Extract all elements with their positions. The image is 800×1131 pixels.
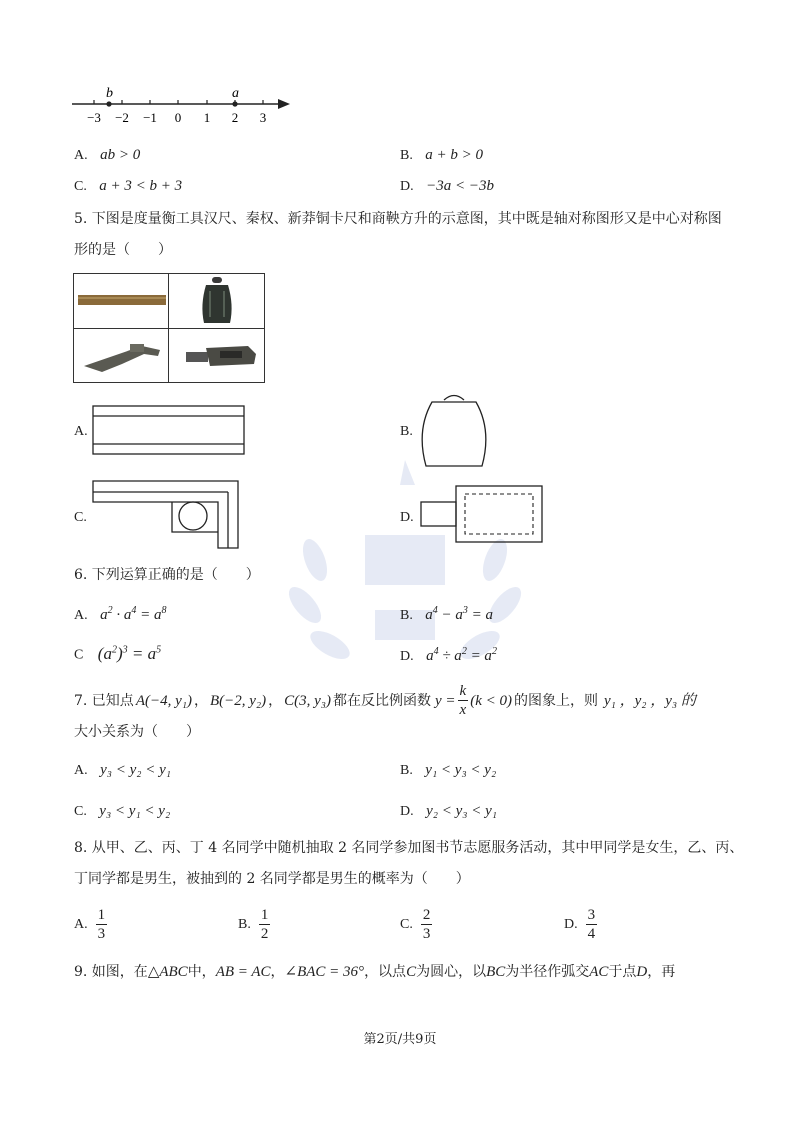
segment-ac: AC [589, 964, 609, 980]
variables: y₁ ，y₂ ，y₃ 的 [603, 692, 696, 709]
option-label: D. [400, 649, 414, 664]
option-formula: $a^4 - a^3 = a$ [425, 605, 494, 623]
fraction-denominator: 3 [422, 926, 431, 942]
option-fraction [96, 906, 108, 943]
fraction-denominator: 2 [260, 926, 269, 942]
stem-text: ，以点 [364, 964, 407, 980]
q5-option-a-figure[interactable] [92, 405, 247, 457]
q6-option-c[interactable] [74, 640, 161, 666]
qin-weight-photo [200, 277, 236, 325]
option-label: A. [74, 916, 88, 932]
q4-option-d[interactable] [400, 176, 494, 197]
point-b-coord: B(−2, y₂) [209, 692, 267, 709]
tick-label: −3 [87, 110, 101, 125]
stem-text: 的图象上，则 [513, 692, 598, 709]
page-footer: 第2页/共9页 [363, 1032, 437, 1047]
option-label: C. [74, 804, 87, 819]
angle-equation: ∠BAC = 36° [284, 964, 365, 980]
option-formula: $(a^2)^3 = a^5$ [97, 643, 162, 663]
q6-stem: 6. 下列运算正确的是（ ） [74, 567, 260, 583]
option-formula: $a^2 \cdot a^4 = a^8$ [100, 605, 167, 623]
point-d: D [636, 964, 648, 980]
fraction-numerator: 3 [587, 907, 596, 923]
function-fraction [458, 682, 469, 719]
function-lhs: y = [435, 692, 456, 709]
q7-stem-line1 [74, 682, 696, 719]
option-text: y₂ < y₃ < y₁ [426, 803, 497, 819]
q8-option-b[interactable] [238, 906, 270, 943]
option-label: D. [564, 916, 578, 932]
option-text: y₁ < y₃ < y₂ [425, 762, 497, 778]
q6-option-b[interactable] [400, 601, 493, 626]
tick-label: 1 [203, 110, 211, 125]
fraction-denominator: 4 [587, 926, 596, 942]
q5-option-b-figure[interactable] [418, 390, 490, 470]
q8-option-d[interactable] [564, 906, 597, 943]
option-label: A. [74, 608, 88, 623]
q5-photo-grid [73, 273, 265, 383]
q5-option-c-figure[interactable] [92, 480, 242, 550]
q7-option-c[interactable] [74, 801, 170, 822]
q8-stem-line1: 8. 从甲、乙、丙、丁 4 名同学中随机抽取 2 名同学参加图书节志愿服务活动，其中甲同学是女生，乙、丙、 [74, 840, 744, 856]
point-a-coord: A(−4, y₁) [135, 692, 192, 709]
option-label: B. [400, 148, 413, 163]
q7-option-d[interactable] [400, 801, 497, 822]
fraction-numerator: 1 [97, 907, 106, 923]
point-c: C [406, 964, 417, 980]
q6-option-d[interactable] [400, 642, 497, 667]
stem-text: 为半径作弧交 [505, 964, 590, 980]
stem-text: ， [268, 692, 283, 709]
stem-text: 为圆心，以 [416, 964, 487, 980]
stem-text: 7. 已知点 [74, 692, 134, 709]
tick-label: 2 [231, 110, 239, 125]
q8-option-c[interactable] [400, 906, 432, 943]
option-label: D. [400, 179, 414, 194]
q6-option-a[interactable] [74, 601, 166, 626]
option-label: D. [400, 804, 414, 819]
option-fraction [586, 906, 598, 943]
option-label: B. [400, 763, 413, 778]
fraction-numerator: 2 [422, 907, 431, 923]
option-text: a + 3 < b + 3 [99, 178, 183, 194]
point-a-marker [232, 101, 237, 106]
option-label: A. [74, 148, 88, 163]
option-label: C [74, 647, 84, 663]
point-c-coord: C(3, y₃) [284, 692, 331, 709]
tick-label: 0 [174, 110, 182, 125]
triangle-symbol: △ABC [147, 964, 188, 980]
q5-option-d-figure[interactable] [420, 485, 546, 545]
option-fraction [421, 906, 433, 943]
q5-stem-line2: 形的是（ ） [74, 242, 172, 258]
caliper-photo [82, 336, 162, 376]
number-line [60, 82, 310, 132]
q4-option-a[interactable] [74, 145, 140, 166]
option-text: −3a < −3b [426, 178, 494, 194]
option-label: A. [74, 763, 88, 778]
q5-stem-line1: 5. 下图是度量衡工具汉尺、秦权、新莽铜卡尺和商鞅方升的示意图，其中既是轴对称图形又是中心对称图 [74, 211, 722, 227]
option-text: y₃ < y₂ < y₁ [100, 762, 171, 778]
q4-option-b[interactable] [400, 145, 483, 166]
q5-option-a-label[interactable]: A. [74, 424, 88, 439]
q5-option-d-label[interactable]: D. [400, 510, 414, 525]
q8-option-a[interactable] [74, 906, 107, 943]
stem-text: 9. 如图，在 [74, 964, 148, 980]
function-condition: (k < 0) [470, 692, 512, 709]
option-text: y₃ < y₁ < y₂ [99, 803, 171, 819]
stem-text: 中， [187, 964, 216, 980]
q5-option-c-label[interactable]: C. [74, 510, 87, 525]
fraction-numerator: 1 [260, 907, 269, 923]
han-ruler-photo [78, 290, 166, 310]
option-formula: $a^4 \div a^2 = a^2$ [426, 646, 497, 664]
q9-stem-line1 [74, 962, 675, 982]
stem-text: ，再 [647, 964, 676, 980]
option-fraction [259, 906, 271, 943]
stem-text: ， [270, 964, 285, 980]
equation: AB = AC [215, 964, 271, 980]
fraction-denominator: 3 [97, 926, 106, 942]
q7-stem-line2: 大小关系为（ ） [74, 724, 200, 740]
stem-text: ， [193, 692, 208, 709]
option-label: C. [400, 916, 413, 932]
segment-bc: BC [486, 964, 506, 980]
option-label: B. [238, 916, 251, 932]
point-b-marker [106, 101, 111, 106]
option-label: C. [74, 179, 87, 194]
option-label: B. [400, 608, 413, 623]
option-text: a + b > 0 [425, 147, 484, 163]
tick-label: −1 [143, 110, 157, 125]
point-b-label: b [106, 86, 113, 101]
tick-label: 3 [259, 110, 267, 125]
point-a-label: a [232, 86, 239, 101]
q8-stem-line2: 丁同学都是男生，被抽到的 2 名同学都是男生的概率为（ ） [74, 871, 470, 887]
tick-label: −2 [115, 110, 129, 125]
fraction-denominator: x [459, 702, 467, 718]
q5-option-b-label[interactable]: B. [400, 424, 413, 439]
q4-option-c[interactable] [74, 176, 182, 197]
q7-option-a[interactable] [74, 760, 171, 781]
fraction-numerator: k [459, 683, 467, 699]
option-text: ab > 0 [100, 147, 141, 163]
stem-text: 于点 [608, 964, 637, 980]
shang-yang-measure-photo [186, 340, 258, 372]
q7-option-b[interactable] [400, 760, 496, 781]
stem-text: 都在反比例函数 [333, 692, 431, 709]
